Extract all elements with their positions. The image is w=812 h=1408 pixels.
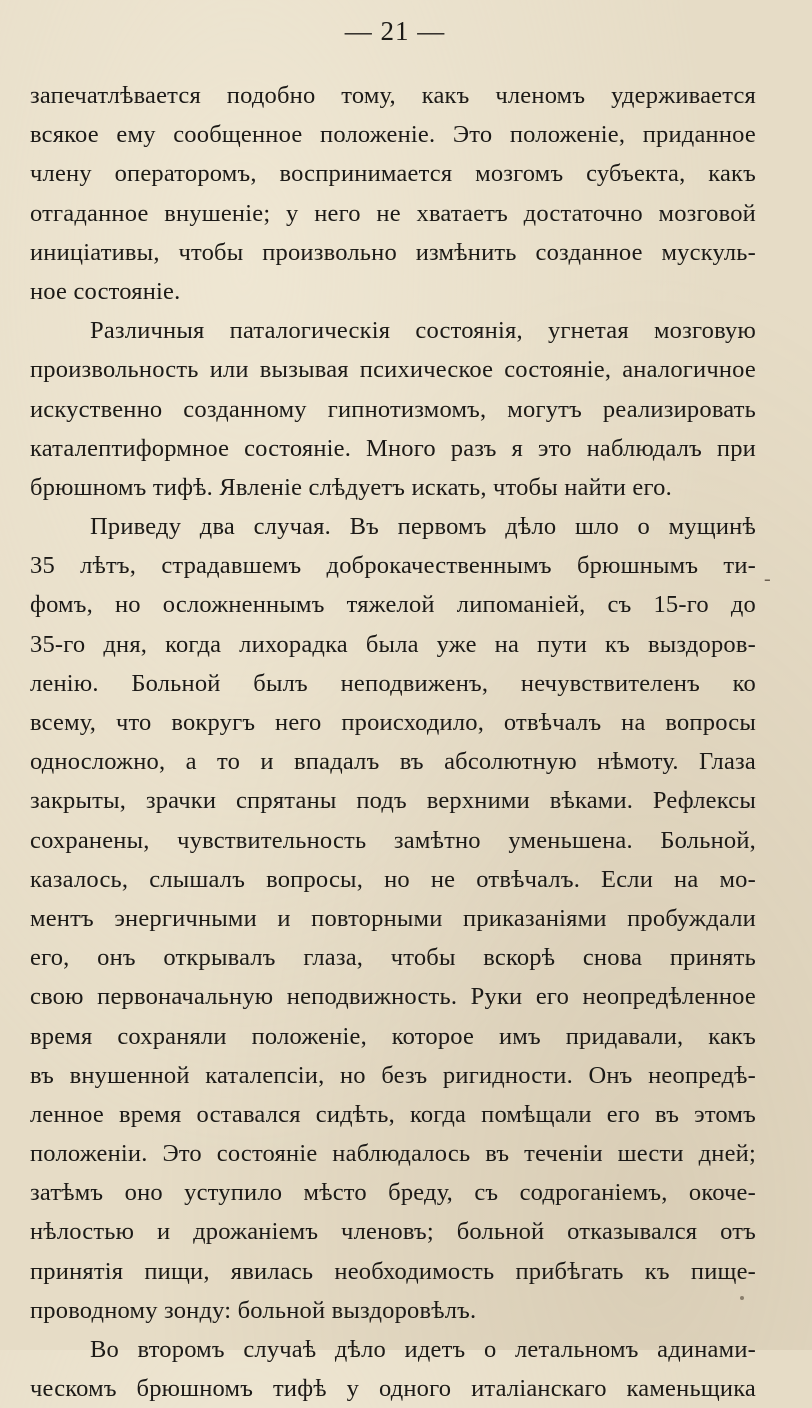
text-line: ное состояніе. [30,277,181,305]
text-line: искуственно созданному гипнотизмомъ, могутъ реализировать [30,395,756,423]
text-line: закрыты, зрачки спрятаны подъ верхними вѣками. Рефлексы [30,787,756,815]
text-line: его, онъ открывалъ глаза, чтобы вскорѣ снова принять [30,944,756,972]
text-line: казалось, слышалъ вопросы, но не отвѣчалъ. Если на мо- [30,865,756,893]
paper-speck [740,1296,744,1300]
paragraph-start-line: Различныя паталогическія состоянія, угнетая мозговую [90,317,756,345]
text-line: фомъ, но осложненнымъ тяжелой липоманіей, съ 15-го до [30,591,756,619]
text-line: затѣмъ оно уступило мѣсто бреду, съ содроганіемъ, окоче- [30,1179,756,1207]
text-line: время сохраняли положеніе, которое имъ придавали, какъ [30,1022,756,1050]
text-line: каталептиформное состояніе. Много разъ я это наблюдалъ при [30,434,756,462]
text-line: положеніи. Это состояніе наблюдалось въ теченіи шести дней; [30,1140,756,1168]
text-line: ленію. Больной былъ неподвиженъ, нечувствителенъ ко [30,669,756,697]
text-line: всякое ему сообщенное положеніе. Это положеніе, приданное [30,121,756,149]
text-line: ленное время оставался сидѣть, когда помѣщали его въ этомъ [30,1100,756,1128]
text-line: ческомъ брюшномъ тифѣ у одного италіанскаго каменьщика [30,1375,756,1403]
text-line: въ внушенной каталепсіи, но безъ ригидности. Онъ неопредѣ- [30,1061,756,1089]
paragraph-start-line: Во второмъ случаѣ дѣло идетъ о летальномъ адинами- [90,1336,756,1363]
text-line: принятія пищи, явилась необходимость прибѣгать къ пище- [30,1257,756,1285]
text-line: произвольность или вызывая психическое состояніе, аналогичное [30,356,756,384]
text-line: 35 лѣтъ, страдавшемъ доброкачественнымъ брюшнымъ ти- [30,552,756,580]
text-line: сохранены, чувствительность замѣтно уменьшена. Больной, [30,826,756,854]
text-line: свою первоначальную неподвижность. Руки его неопредѣленное [30,983,756,1011]
text-line: брюшномъ тифѣ. Явленіе слѣдуетъ искать, чтобы найти его. [30,473,672,501]
text-line: всему, что вокругъ него происходило, отвѣчалъ на вопросы [30,709,756,736]
page-number: — 21 — [344,16,446,46]
text-line: 35-го дня, когда лихорадка была уже на пути къ выздоров- [30,630,756,658]
text-line: иниціативы, чтобы произвольно измѣнить созданное мускуль- [30,238,756,266]
text-line: отгаданное внушеніе; у него не хватаетъ достаточно мозговой [30,199,756,227]
text-line: односложно, а то и впадалъ въ абсолютную нѣмоту. Глаза [30,748,756,776]
text-line: проводному зонду: больной выздоровѣлъ. [30,1296,477,1324]
paragraph-start-line: Приведу два случая. Въ первомъ дѣло шло о мущинѣ [90,513,756,541]
text-line: ментъ энергичными и повторными приказаніями пробуждали [30,904,756,932]
text-line: запечатлѣвается подобно тому, какъ членомъ удерживается [30,82,756,109]
margin-mark: - [764,568,771,590]
text-line: нѣлостью и дрожаніемъ членовъ; больной отказывался отъ [30,1218,756,1246]
body-text [30,76,756,1408]
text-line: члену операторомъ, воспринимается мозгомъ субъекта, какъ [30,160,756,188]
